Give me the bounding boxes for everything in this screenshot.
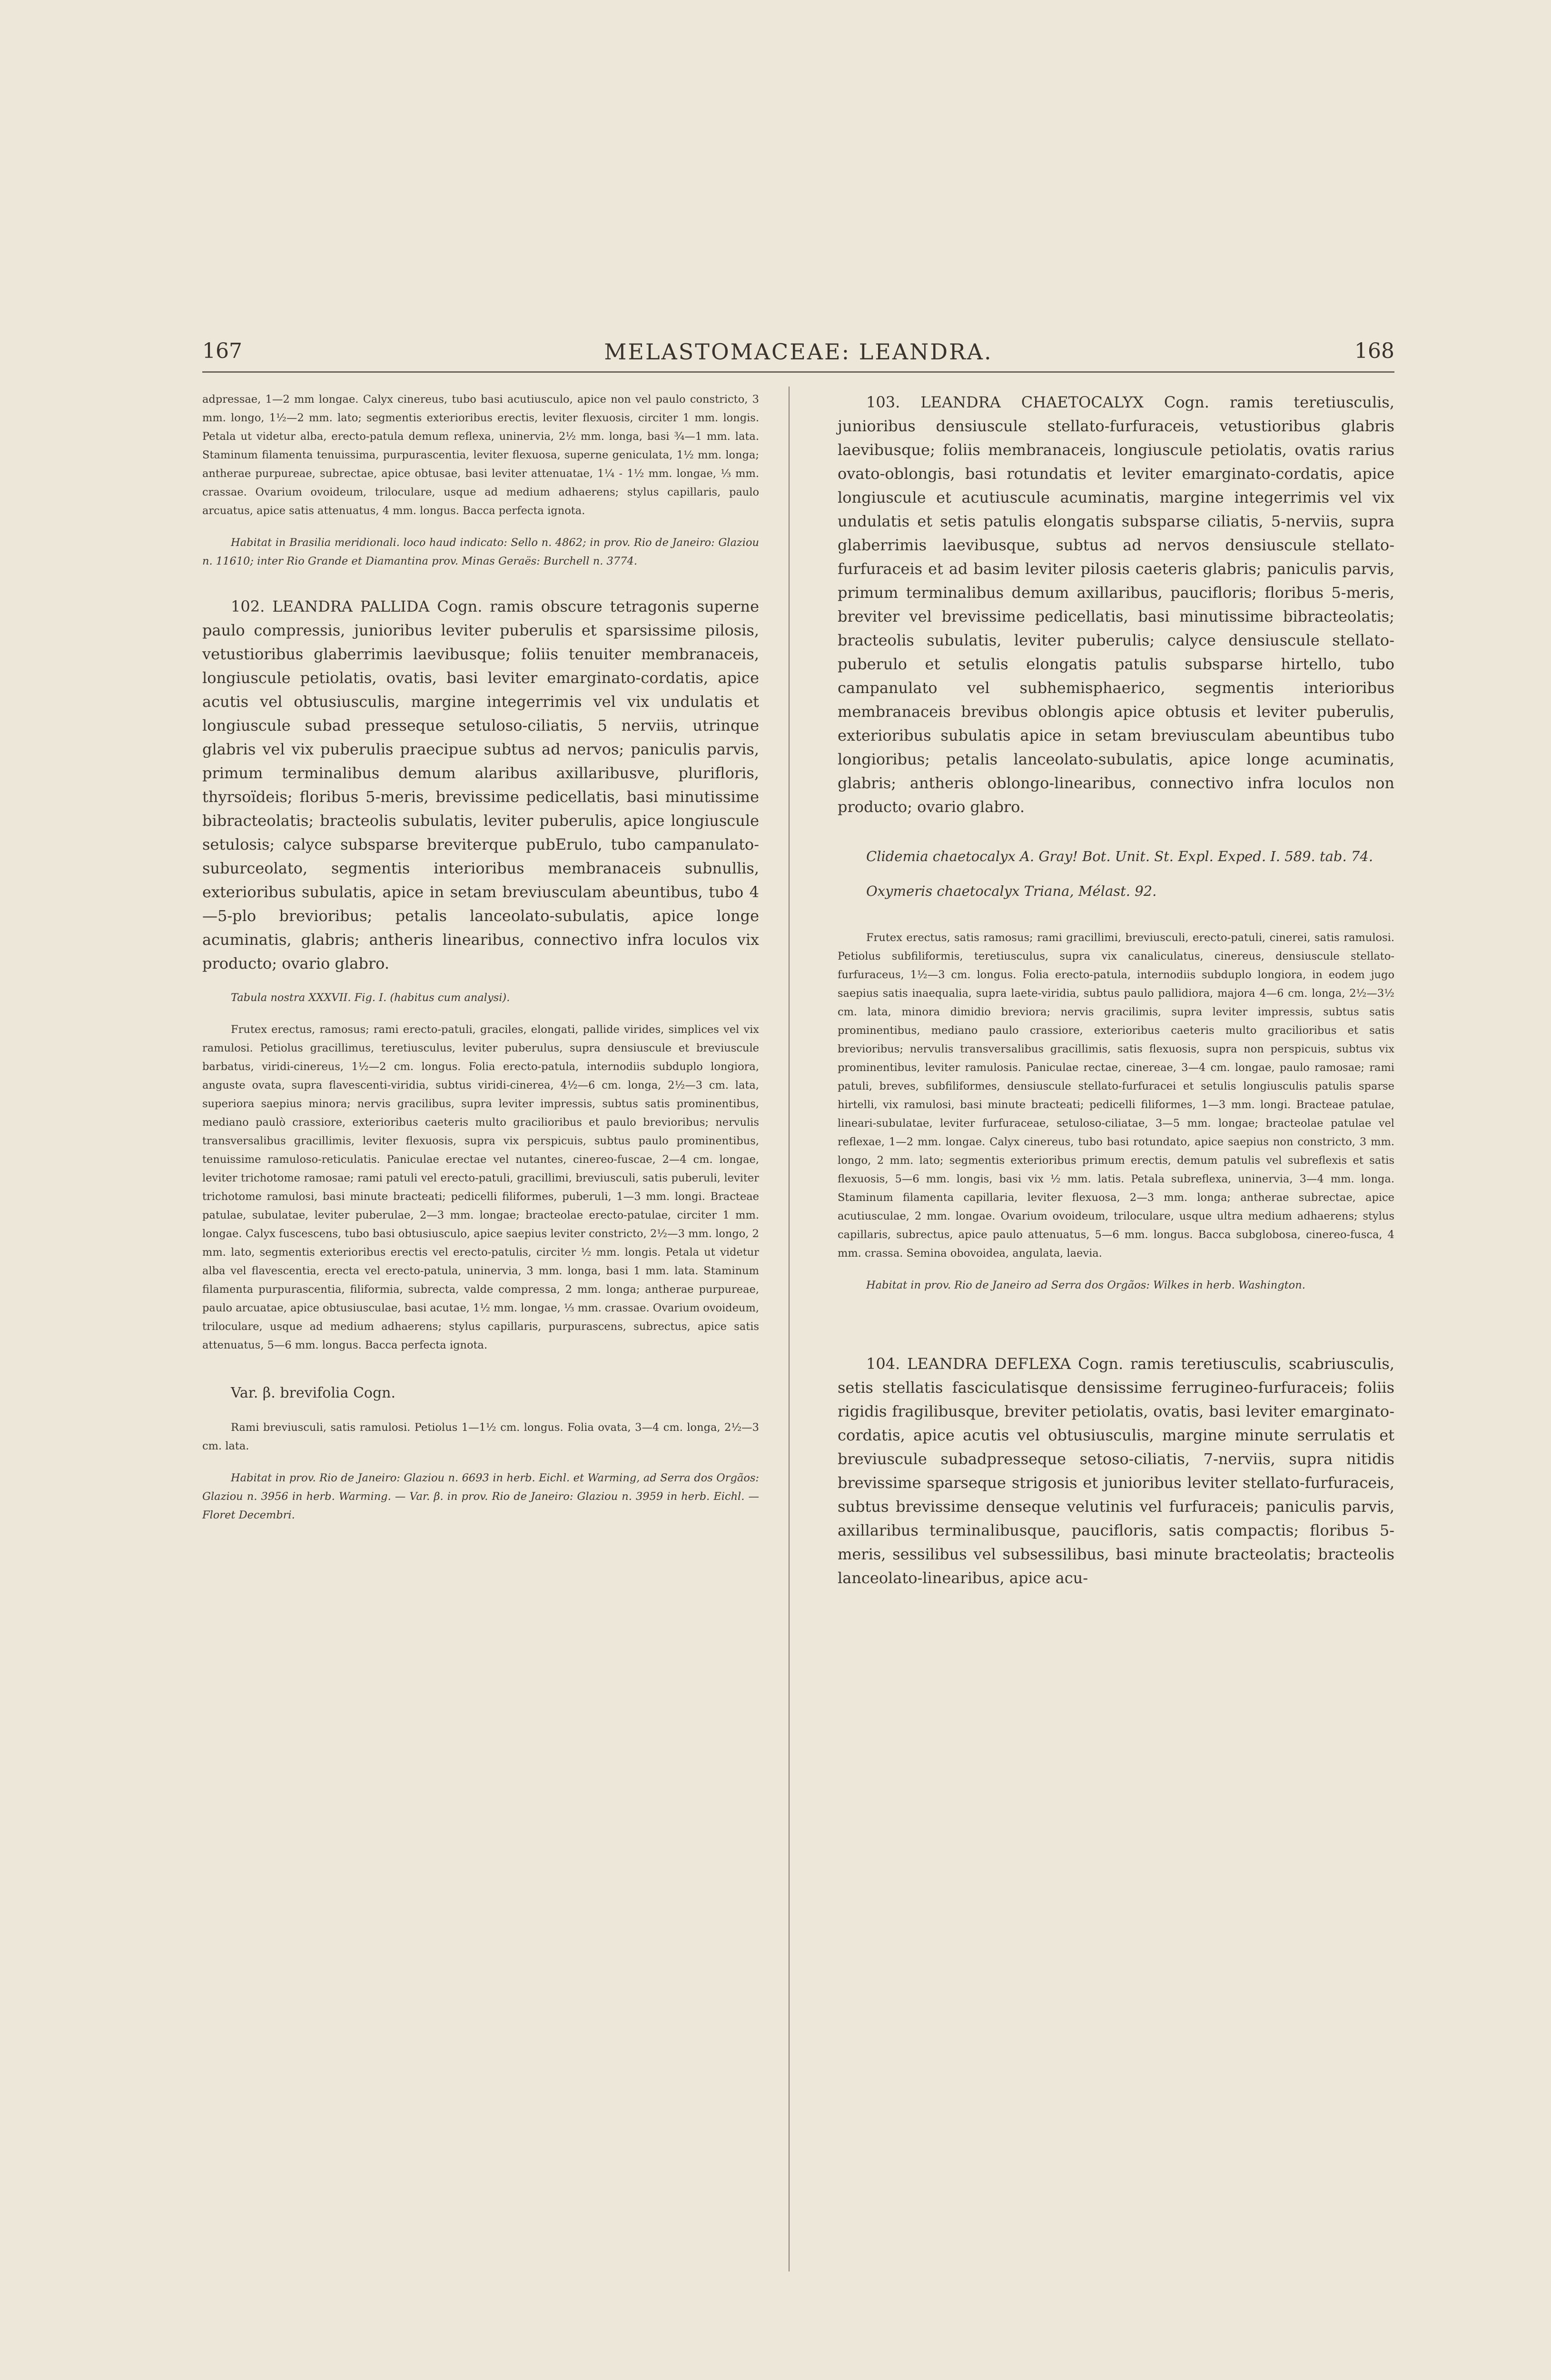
species-103-habitat: Habitat in prov. Rio de Janeiro ad Serra dos Orgãos: Wilkes in herb. Washington. bbox=[866, 1279, 1305, 1291]
page-number-right: 168 bbox=[1354, 339, 1394, 363]
species-103-synonym-2: Oxymeris chaetocalyx Triana, Mélast. 92. bbox=[866, 883, 1157, 899]
header-rule bbox=[202, 371, 1394, 373]
species-102-plate-reference: Tabula nostra XXXVII. Fig. I. (habitus cum analysi). bbox=[231, 992, 510, 1004]
species-101-habitat: Habitat in Brasilia meridionali. loco haud indicato: Sello n. 4862; in prov. Rio de Janeiro: Glaziou n. 11610; inter Rio Grande et Diamantina prov. Minas Geraës: Burchell n. 3774. bbox=[202, 536, 759, 567]
variety-beta-description: Rami breviusculi, satis ramulosi. Petiolus 1—1½ cm. longus. Folia ovata, 3—4 cm. longa, 2½—3 cm. lata. bbox=[202, 1421, 759, 1452]
species-101-description-continued: adpressae, 1—2 mm longae. Calyx cinereus, tubo basi acutiusculo, apice non vel paulo constricto, 3 mm. longo, 1½—2 mm. lato; segmentis exterioribus erectis, leviter flexuosis, circiter 1 mm. longis. Petala ut videtur alba, erecto-patula demum reflexa, uninervia, 2½ mm. longa, basi ¾—1 mm. lata. Staminum filamenta tenuissima, purpurascentia, leviter flexuosa, superne geniculata, 1½ mm. longa; antherae purpureae, subrectae, apice obtusae, basi leviter attenuatae, 1¼ - 1½ mm. longae, ⅓ mm. crassae. Ovarium ovoideum, triloculare, usque ad medium adhaerens; stylus capillaris, paulo arcuatus, apice satis attenuatus, 4 mm. longus. Bacca perfecta ignota. bbox=[202, 393, 759, 517]
page-number-left: 167 bbox=[202, 339, 242, 363]
left-column bbox=[202, 390, 759, 1525]
column-separator bbox=[789, 387, 790, 2271]
running-title: MELASTOMACEAE: LEANDRA. bbox=[604, 339, 993, 365]
species-102-diagnosis: 102. LEANDRA PALLIDA Cogn. ramis obscure tetragonis superne paulo compressis, junioribus leviter puberulis et sparsissime pilosis, vetustioribus glaberrimis laevibusque; foliis tenuiter membranaceis, longiuscule petiolatis, ovatis, basi leviter emarginato-cordatis, apice acutis vel obtusiusculis, margine integerrimis vel vix undulatis et longiuscule subad presseque setuloso-ciliatis, 5 nerviis, utrinque glabris vel vix puberulis praecipue subtus ad nervos; paniculis parvis, primum terminalibus demum alaribus axillaribusve, plurifloris, thyrsoïdeis; floribus 5-meris, brevissime pedicellatis, basi minutissime bibracteolatis; bracteolis subulatis, leviter puberulis, apice longiuscule setulosis; calyce subsparse breviterque pubErulo, tubo campanulato-suburceolato, segmentis interioribus membranaceis subnullis, exterioribus subulatis, apice in setam breviusculam abeuntibus, tubo 4—5-plo brevioribus; petalis lanceolato-subulatis, apice longe acuminatis, glabris; antheris linearibus, connectivo infra loculos vix producto; ovario glabro. bbox=[202, 597, 759, 972]
species-103-description: Frutex erectus, satis ramosus; rami gracillimi, breviusculi, erecto-patuli, cinerei, satis ramulosi. Petiolus subfiliformis, teretiusculus, supra vix canaliculatus, cinereus, densiuscule stellato-furfuraceus, 1½—3 cm. longus. Folia erecto-patula, internodiis subduplo longiora, in eodem jugo saepius satis inaequalia, supra laete-viridia, subtus paulo pallidiora, majora 4—6 cm. longa, 2½—3½ cm. lata, minora dimidio breviora; nervis gracilimis, supra leviter impressis, subtus satis prominentibus, mediano paulo crassiore, exterioribus caeteris multo gracilioribus et satis brevioribus; nervulis transversalibus gracillimis, satis flexuosis, supra non perspicuis, subtus vix prominentibus, leviter ramulosis. Paniculae rectae, cinereae, 3—4 cm. longae, paulo ramosae; rami patuli, breves, subfiliformes, densiuscule stellato-furfuracei et setulis longiusculis patulis sparse hirtelli, vix ramulosi, basi minute bracteati; pedicelli filiformes, 1—3 mm. longi. Bracteae patulae, lineari-subulatae, leviter furfuraceae, setuloso-ciliatae, 3—5 mm. longae; bracteolae patulae vel reflexae, 1—2 mm. longae. Calyx cinereus, tubo basi rotundato, apice saepius non constricto, 3 mm. longo, 2 mm. lato; segmentis exterioribus primum erectis, demum patulis vel subreflexis et satis flexuosis, 5—6 mm. longis, basi vix ½ mm. latis. Petala subreflexa, uninervia, 3—4 mm. longa. Staminum filamenta capillaria, leviter flexuosa, 2—3 mm. longa; antherae subrectae, apice acutiusculae, 2 mm. longae. Ovarium ovoideum, triloculare, usque ultra medium adhaerens; stylus capillaris, subrectus, apice paulo attenuatus, 5—6 mm. longus. Bacca subglobosa, cinereo-fusca, 4 mm. crassa. Semina obovoidea, angulata, laevia. bbox=[838, 932, 1394, 1259]
species-103-synonym-1: Clidemia chaetocalyx A. Gray! Bot. Unit. St. Expl. Exped. I. 589. tab. 74. bbox=[866, 848, 1373, 864]
running-header bbox=[202, 339, 1394, 372]
species-104-diagnosis: 104. LEANDRA DEFLEXA Cogn. ramis teretiusculis, scabriusculis, setis stellatis fasciculatisque densissime ferrugineo-furfuraceis; foliis rigidis fragilibusque, breviter petiolatis, ovatis, basi leviter emarginato-cordatis, apice acutis vel obtusiusculis, margine minute serrulatis et breviuscule subadpresseque setoso-ciliatis, 7-nerviis, supra nitidis brevissime sparseque strigosis et junioribus leviter stellato-furfuraceis, subtus brevissime denseque velutinis vel furfuraceis; paniculis parvis, axillaribus terminalibusque, paucifloris, satis compactis; floribus 5-meris, sessilibus vel subsessilibus, basi minute bracteolatis; bracteolis lanceolato-linearibus, apice acu- bbox=[838, 1355, 1394, 1587]
species-102-description: Frutex erectus, ramosus; rami erecto-patuli, graciles, elongati, pallide virides, simplices vel vix ramulosi. Petiolus gracillimus, teretiusculus, leviter puberulus, supra densiuscule et breviuscule barbatus, viridi-cinereus, 1½—2 cm. longus. Folia erecto-patula, internodiis subduplo longiora, anguste ovata, supra flavescenti-viridia, subtus viridi-cinerea, 4½—6 cm. longa, 2½—3 cm. lata, superiora saepius minora; nervis gracilibus, supra leviter impressis, subtus satis prominentibus, mediano paulò crassiore, exterioribus caeteris multo gracilioribus et paulo brevioribus; nervulis transversalibus gracillimis, leviter flexuosis, supra vix perspicuis, subtus paulo prominentibus, tenuissime ramuloso-reticulatis. Paniculae erectae vel nutantes, cinereo-fuscae, 2—4 cm. longae, leviter trichotome ramosae; rami patuli vel erecto-patuli, gracillimi, breviusculi, satis puberuli, leviter trichotome ramulosi, basi minute bracteati; pedicelli filiformes, puberuli, 1—3 mm. longi. Bracteae patulae, subulatae, leviter puberulae, 2—3 mm. longae; bracteolae erecto-patulae, circiter 1 mm. longae. Calyx fuscescens, tubo basi obtusiusculo, apice saepius leviter constricto, 2½—3 mm. longo, 2 mm. lato, segmentis exterioribus erectis vel erecto-patulis, circiter ½ mm. longis. Petala ut videtur alba vel flavescentia, erecta vel erecto-patula, uninervia, 3 mm. longa, basi 1 mm. lata. Staminum filamenta purpurascentia, filiformia, subrecta, valde compressa, 2 mm. longa; antherae purpureae, paulo arcuatae, apice obtusiusculae, basi acutae, 1½ mm. longae, ⅓ mm. crassae. Ovarium ovoideum, triloculare, usque ad medium adhaerens; stylus capillaris, purpurascens, subrectus, apice satis attenuatus, 5—6 mm. longus. Bacca perfecta ignota. bbox=[202, 1023, 759, 1351]
species-102-habitat: Habitat in prov. Rio de Janeiro: Glaziou n. 6693 in herb. Eichl. et Warming, ad Serra dos Orgãos: Glaziou n. 3956 in herb. Warming. — Var. β. in prov. Rio de Janeiro: Glaziou n. 3959 in herb. Eichl. — Floret Decembri. bbox=[202, 1472, 759, 1521]
variety-beta-title: Var. β. brevifolia Cogn. bbox=[231, 1385, 396, 1401]
right-column bbox=[838, 390, 1394, 1590]
species-103-diagnosis: 103. LEANDRA CHAETOCALYX Cogn. ramis teretiusculis, junioribus densiuscule stellato-furfuraceis, vetustioribus glabris laevibusque; foliis membranaceis, longiuscule petiolatis, ovatis rarius ovato-oblongis, basi rotundatis et leviter emarginato-cordatis, apice longiuscule et acutiuscule acuminatis, margine integerrimis vel vix undulatis et setis patulis elongatis subsparse ciliatis, 5-nerviis, supra glaberrimis laevibusque, subtus ad nervos densiuscule stellato-furfuraceis et ad basim leviter pilosis caeteris glabris; paniculis parvis, primum terminalibus demum axillaribus, paucifloris; floribus 5-meris, breviter vel brevissime pedicellatis, basi minutissime bibracteolatis; bracteolis subulatis, leviter puberulis; calyce densiuscule stellato-puberulo et setulis elongatis patulis subsparse hirtello, tubo campanulato vel subhemisphaerico, segmentis interioribus membranaceis brevibus oblongis apice obtusis et leviter puberulis, exterioribus subulatis apice in setam breviusculam abeuntibus tubo longioribus; petalis lanceolato-subulatis, apice longe acuminatis, glabris; antheris oblongo-linearibus, connectivo infra loculos non producto; ovario glabro. bbox=[838, 393, 1394, 816]
